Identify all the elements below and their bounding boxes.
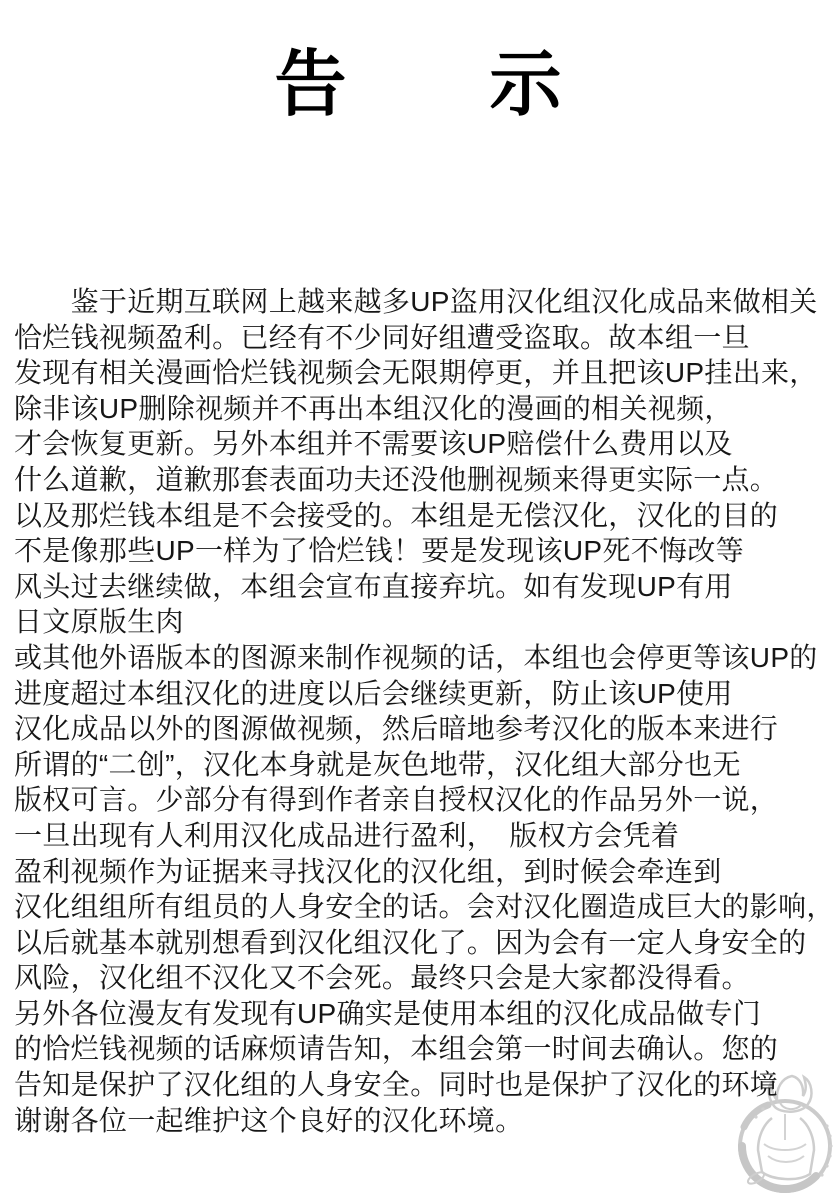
notice-line: 除非该UP删除视频并不再出本组汉化的漫画的相关视频， [14,392,733,424]
notice-line: 另外各位漫友有发现有UP确实是使用本组的汉化成品做专门 [14,997,761,1029]
notice-line: 汉化组组所有组员的人身安全的话。会对汉化圈造成巨大的影响， [14,891,835,923]
notice-line: 进度超过本组汉化的进度以后会继续更新，防止该UP使用 [14,677,733,709]
notice-line: 什么道歉，道歉那套表面功夫还没他删视频来得更实际一点。 [14,463,779,495]
notice-line: 风头过去继续做，本组会宣布直接弃坑。如有发现UP有用 [14,570,733,602]
notice-line: 鉴于近期互联网上越来越多UP盗用汉化组汉化成品来做相关 [14,286,818,317]
notice-line: 告知是保护了汉化组的人身安全。同时也是保护了汉化的环境 [14,1069,779,1101]
notice-line: 汉化成品以外的图源做视频，然后暗地参考汉化的版本来进行 [14,713,779,745]
notice-line: 发现有相关漫画恰烂钱视频会无限期停更，并且把该UP挂出来， [14,357,818,389]
notice-line: 一旦出现有人利用汉化成品进行盈利， 版权方会凭着 [14,819,680,851]
page-title-char-first: 告 [274,45,347,125]
notice-line: 不是像那些UP一样为了恰烂钱！要是发现该UP死不悔改等 [14,535,744,567]
notice-line: 恰烂钱视频盈利。已经有不少同好组遭受盗取。故本组一旦 [14,321,750,353]
notice-body [14,284,835,1138]
notice-line: 才会恢复更新。另外本组并不需要该UP赔偿什么费用以及 [14,428,733,460]
notice-line: 版权可言。少部分有得到作者亲自授权汉化的作品另外一说， [14,784,779,816]
page-title-char-second: 示 [489,45,562,125]
notice-line: 盈利视频作为证据来寻找汉化的汉化组，到时候会牵连到 [14,855,722,887]
notice-line: 或其他外语版本的图源来制作视频的话，本组也会停更等该UP的 [14,641,818,673]
notice-line: 以及那烂钱本组是不会接受的。本组是无偿汉化，汉化的目的 [14,499,779,531]
notice-line: 谢谢各位一起维护这个良好的汉化环境。 [14,1104,524,1136]
notice-line: 以后就基本就别想看到汉化组汉化了。因为会有一定人身安全的 [14,926,807,958]
notice-line: 日文原版生肉 [14,606,184,638]
notice-line: 所谓的“二创”，汉化本身就是灰色地带，汉化组大部分也无 [14,748,741,780]
notice-line: 风险，汉化组不汉化又不会死。最终只会是大家都没得看。 [14,962,750,994]
page-title [0,44,836,126]
notice-line: 的恰烂钱视频的话麻烦请告知，本组会第一时间去确认。您的 [14,1033,779,1065]
